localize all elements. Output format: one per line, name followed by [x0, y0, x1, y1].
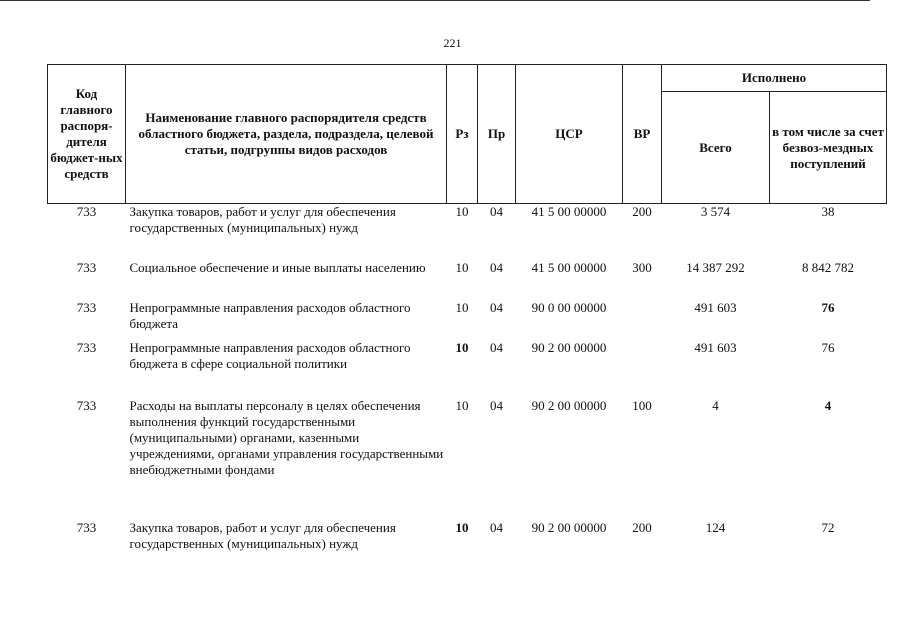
- table-row: [48, 340, 887, 398]
- table-row: [48, 300, 887, 340]
- cell-name: Расходы на выплаты персоналу в целях обеспечения выполнения функций государственными (муниципальными) органами, казенными учреждениями, органами управления государственными внебюджетными фондами: [129, 397, 444, 477]
- table-body: [48, 204, 887, 580]
- cell-rz: 10: [455, 259, 469, 275]
- header-executed: Исполнено: [662, 65, 887, 92]
- cell-including: 76: [821, 299, 835, 315]
- cell-csr: 90 2 00 00000: [531, 339, 607, 355]
- cell-pr: 04: [490, 299, 503, 315]
- cell-csr: 90 2 00 00000: [531, 397, 607, 413]
- cell-rz: 10: [455, 339, 469, 355]
- cell-total: 124: [705, 519, 726, 535]
- cell-vr: [623, 340, 662, 398]
- cell-vr: 200: [632, 519, 652, 535]
- cell-pr: 04: [490, 259, 503, 275]
- cell-total: 491 603: [694, 299, 737, 315]
- header-rz: Рз: [447, 65, 478, 204]
- cell-pr: 04: [490, 339, 503, 355]
- cell-vr: 300: [632, 259, 652, 275]
- cell-total: 3 574: [700, 204, 731, 219]
- header-code: Код главного распоря-дителя бюджет-ных средств: [48, 65, 126, 204]
- cell-vr: 100: [632, 397, 652, 413]
- cell-including: 38: [821, 204, 835, 219]
- cell-vr: [623, 300, 662, 340]
- cell-csr: 41 5 00 00000: [531, 259, 607, 275]
- cell-pr: 04: [490, 397, 503, 413]
- header-csr: ЦСР: [516, 65, 623, 204]
- header-pr: Пр: [478, 65, 516, 204]
- cell-name: Закупка товаров, работ и услуг для обеспечения государственных (муниципальных) нужд: [129, 204, 396, 235]
- cell-including: 72: [821, 519, 835, 535]
- cell-total: 4: [712, 397, 719, 413]
- cell-name: Непрограммные направления расходов областного бюджета: [129, 299, 411, 331]
- table-header: [48, 65, 887, 204]
- cell-csr: 41 5 00 00000: [531, 204, 607, 219]
- cell-pr: 04: [490, 204, 503, 219]
- page-number: 221: [443, 36, 462, 50]
- cell-csr: 90 0 00 00000: [531, 299, 607, 315]
- cell-csr: 90 2 00 00000: [531, 519, 607, 535]
- header-vr: ВР: [623, 65, 662, 204]
- top-rule: [0, 0, 870, 1]
- table-row: [48, 398, 887, 520]
- header-including: в том числе за счет безвоз-мездных поступлений: [770, 92, 887, 204]
- cell-name: Непрограммные направления расходов областного бюджета в сфере социальной политики: [129, 339, 411, 371]
- header-total: Всего: [662, 92, 770, 204]
- header-name: Наименование главного распорядителя средств областного бюджета, раздела, подраздела, целевой статьи, подгруппы видов расходов: [126, 65, 447, 204]
- cell-code: 733: [76, 519, 97, 535]
- table-row: [48, 204, 887, 260]
- cell-rz: 10: [455, 397, 469, 413]
- cell-rz: 10: [455, 204, 469, 219]
- cell-vr: 200: [632, 204, 652, 219]
- cell-name: Закупка товаров, работ и услуг для обеспечения государственных (муниципальных) нужд: [129, 519, 396, 551]
- cell-total: 14 387 292: [686, 259, 745, 275]
- cell-code: 733: [76, 259, 97, 275]
- cell-total: 491 603: [694, 339, 737, 355]
- cell-pr: 04: [490, 519, 503, 535]
- cell-rz: 10: [455, 519, 469, 535]
- cell-name: Социальное обеспечение и иные выплаты населению: [129, 259, 426, 275]
- cell-rz: 10: [455, 299, 469, 315]
- cell-including: 4: [824, 397, 832, 413]
- table-row: [48, 520, 887, 580]
- cell-code: 733: [76, 339, 97, 355]
- table-row: [48, 260, 887, 300]
- cell-code: 733: [76, 397, 97, 413]
- cell-including: 8 842 782: [802, 259, 854, 275]
- budget-table: [47, 64, 887, 580]
- cell-code: 733: [76, 204, 97, 219]
- cell-including: 76: [821, 339, 835, 355]
- cell-code: 733: [76, 299, 97, 315]
